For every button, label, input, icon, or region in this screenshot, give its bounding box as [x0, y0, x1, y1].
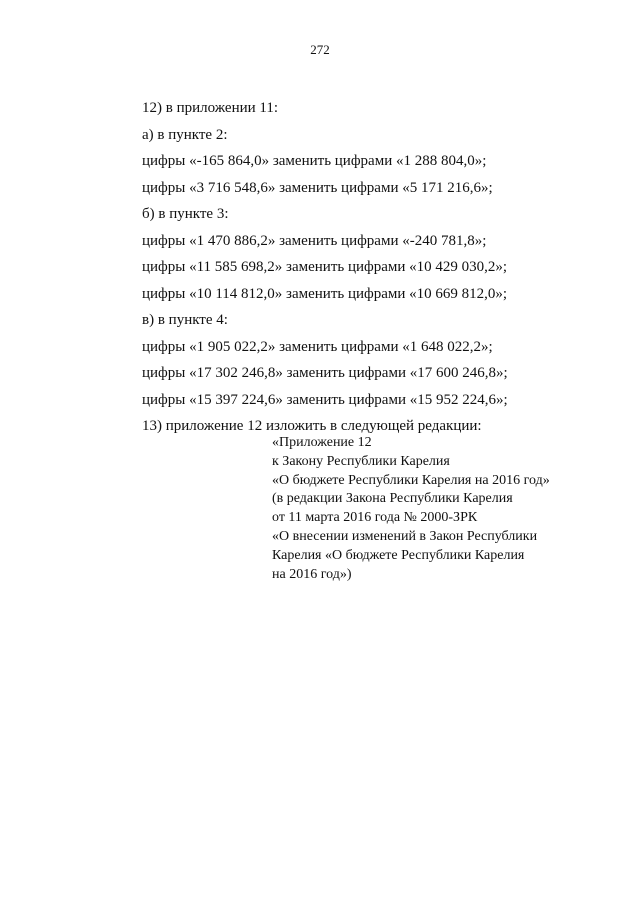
appendix-header-line: от 11 марта 2016 года № 2000-ЗРК [272, 510, 478, 526]
appendix-header-line: Карелия «О бюджете Республики Карелия [272, 547, 525, 563]
subitem-a-heading: а) в пункте 2: [142, 126, 228, 143]
item-12-heading: 12) в приложении 11: [142, 100, 279, 116]
appendix-header-line: «О бюджете Республики Карелия на 2016 год» [272, 472, 550, 488]
appendix-header-line: на 2016 год») [272, 566, 352, 582]
appendix-header-line: (в редакции Закона Республики Карелия [272, 491, 513, 507]
replacement-line: цифры «15 397 224,6» заменить цифрами «15 952 224,6»; [142, 391, 508, 408]
replacement-line: цифры «1 905 022,2» заменить цифрами «1 648 022,2»; [142, 338, 493, 355]
appendix-header-line: «Приложение 12 [272, 435, 372, 450]
amendment-text [142, 95, 602, 440]
page-number: 272 [310, 42, 330, 57]
replacement-line: цифры «3 716 548,6» заменить цифрами «5 171 216,6»; [142, 179, 493, 196]
appendix-header-block [272, 434, 602, 584]
replacement-line: цифры «1 470 886,2» заменить цифрами «-240 781,8»; [142, 232, 487, 249]
replacement-line: цифры «10 114 812,0» заменить цифрами «10 669 812,0»; [142, 285, 508, 302]
replacement-line: цифры «-165 864,0» заменить цифрами «1 288 804,0»; [142, 153, 487, 169]
appendix-header-line: «О внесении изменений в Закон Республики [272, 528, 538, 544]
replacement-line: цифры «11 585 698,2» заменить цифрами «10 429 030,2»; [142, 259, 508, 275]
subitem-b-heading: б) в пункте 3: [142, 206, 229, 222]
item-13-heading: 13) приложение 12 изложить в следующей редакции: [142, 418, 482, 434]
subitem-v-heading: в) в пункте 4: [142, 312, 228, 328]
replacement-line: цифры «17 302 246,8» заменить цифрами «17 600 246,8»; [142, 365, 508, 381]
appendix-header-line: к Закону Республики Карелия [272, 453, 450, 469]
